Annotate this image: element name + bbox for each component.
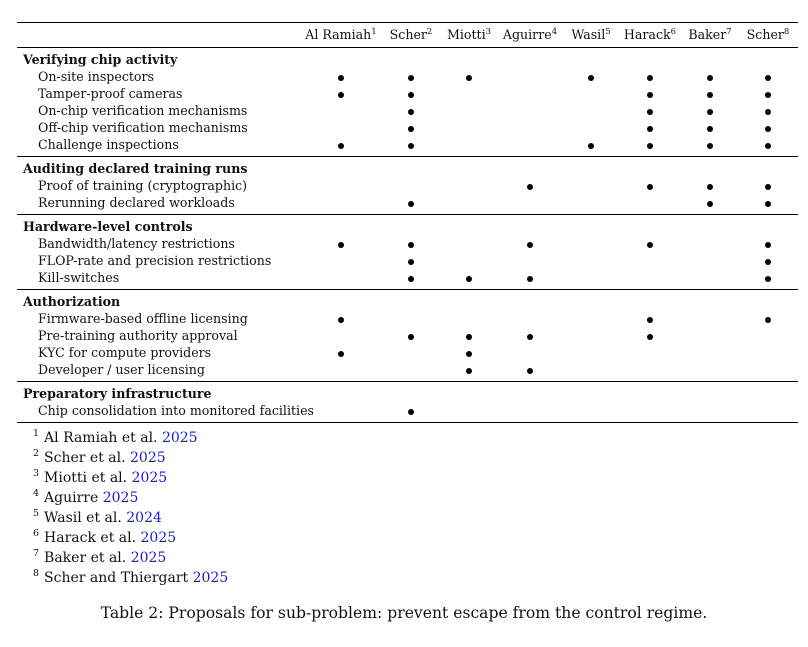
bullet-mark xyxy=(707,143,713,149)
mark-cell xyxy=(682,361,738,382)
footnote xyxy=(33,568,228,588)
footnote xyxy=(33,428,228,448)
mark-cell xyxy=(496,102,564,119)
row-label: Tamper-proof cameras xyxy=(38,86,183,101)
bullet-mark xyxy=(527,184,533,190)
bullet-mark xyxy=(707,92,713,98)
row-label: Bandwidth/latency restrictions xyxy=(38,236,235,251)
bullet-mark xyxy=(338,92,344,98)
bullet-mark xyxy=(466,276,472,282)
mark-cell xyxy=(618,344,682,361)
mark-cell xyxy=(302,119,380,136)
column-header-footnote-ref: 1 xyxy=(371,27,377,37)
bullet-mark xyxy=(408,259,414,265)
mark-cell xyxy=(682,344,738,361)
mark-cell xyxy=(738,310,798,327)
mark-cell xyxy=(738,327,798,344)
mark-cell xyxy=(302,252,380,269)
bullet-mark xyxy=(765,184,771,190)
row-label: KYC for compute providers xyxy=(38,345,212,360)
mark-cell xyxy=(682,194,738,215)
mark-cell xyxy=(302,361,380,382)
bullet-mark xyxy=(408,242,414,248)
table-caption: Table 2: Proposals for sub-problem: prevent escape from the control regime. xyxy=(100,604,708,622)
bullet-mark xyxy=(647,109,653,115)
mark-cell xyxy=(442,194,496,215)
mark-cell xyxy=(682,269,738,290)
mark-cell xyxy=(442,177,496,194)
table-section xyxy=(17,382,798,423)
table-header xyxy=(17,23,798,48)
mark-cell xyxy=(564,361,618,382)
mark-cell xyxy=(618,177,682,194)
mark-cell xyxy=(496,85,564,102)
table-section xyxy=(17,157,798,215)
footnote-year-link[interactable]: 2025 xyxy=(130,450,166,466)
column-header-name: Miotti xyxy=(446,27,486,42)
footnote xyxy=(33,548,228,568)
table-row xyxy=(17,327,798,344)
bullet-mark xyxy=(647,334,653,340)
bullet-mark xyxy=(647,242,653,248)
bullet-mark xyxy=(338,351,344,357)
mark-cell xyxy=(442,252,496,269)
mark-cell xyxy=(496,361,564,382)
table-section xyxy=(17,215,798,290)
table-row xyxy=(17,102,798,119)
mark-cell xyxy=(442,361,496,382)
mark-cell xyxy=(738,136,798,157)
mark-cell xyxy=(442,269,496,290)
bullet-mark xyxy=(466,368,472,374)
bullet-mark xyxy=(527,334,533,340)
mark-cell xyxy=(618,361,682,382)
mark-cell xyxy=(302,269,380,290)
row-label: Firmware-based offline licensing xyxy=(38,311,248,326)
mark-cell xyxy=(496,310,564,327)
mark-cell xyxy=(302,327,380,344)
footnote xyxy=(33,488,228,508)
footnote-number: 6 xyxy=(33,528,40,539)
section-header-row xyxy=(17,215,798,236)
mark-cell xyxy=(442,310,496,327)
mark-cell xyxy=(302,177,380,194)
mark-cell xyxy=(564,136,618,157)
mark-cell xyxy=(564,402,618,423)
bullet-mark xyxy=(338,242,344,248)
bullet-mark xyxy=(408,75,414,81)
header-blank-cell xyxy=(17,23,302,48)
table-row xyxy=(17,402,798,423)
mark-cell xyxy=(738,85,798,102)
mark-cell xyxy=(302,102,380,119)
column-header xyxy=(564,23,618,48)
section-title: Auditing declared training runs xyxy=(23,161,248,176)
bullet-mark xyxy=(707,184,713,190)
mark-cell xyxy=(682,327,738,344)
bullet-mark xyxy=(588,75,594,81)
table-row xyxy=(17,252,798,269)
mark-cell xyxy=(442,136,496,157)
mark-cell xyxy=(380,269,442,290)
table-section xyxy=(17,290,798,382)
mark-cell xyxy=(564,194,618,215)
column-header-footnote-ref: 6 xyxy=(670,27,677,37)
table-row xyxy=(17,68,798,85)
section-header-row xyxy=(17,48,798,69)
mark-cell xyxy=(564,310,618,327)
bullet-mark xyxy=(408,92,414,98)
mark-cell xyxy=(564,269,618,290)
footnote-number: 3 xyxy=(33,468,40,479)
column-header-name: Scher xyxy=(746,27,784,42)
mark-cell xyxy=(682,402,738,423)
column-header xyxy=(496,23,564,48)
mark-cell xyxy=(496,327,564,344)
bullet-mark xyxy=(765,201,771,207)
table-row xyxy=(17,310,798,327)
bullet-mark xyxy=(588,143,594,149)
footnote-text: Harack et al. xyxy=(44,530,141,546)
column-header-name: Harack xyxy=(623,27,671,42)
bullet-mark xyxy=(408,143,414,149)
mark-cell xyxy=(618,310,682,327)
footnote xyxy=(33,448,228,468)
row-label: Proof of training (cryptographic) xyxy=(38,178,248,193)
mark-cell xyxy=(380,402,442,423)
mark-cell xyxy=(302,194,380,215)
bullet-mark xyxy=(338,143,344,149)
bullet-mark xyxy=(765,259,771,265)
mark-cell xyxy=(738,235,798,252)
column-header-name: Wasil xyxy=(571,27,606,42)
row-label: Developer / user licensing xyxy=(38,362,205,377)
bullet-mark xyxy=(765,242,771,248)
table-row xyxy=(17,177,798,194)
column-header xyxy=(302,23,380,48)
footnote-text: Scher et al. xyxy=(44,450,131,466)
column-header-name: Scher xyxy=(389,27,427,42)
bullet-mark xyxy=(765,75,771,81)
section-title: Verifying chip activity xyxy=(23,52,178,67)
bullet-mark xyxy=(647,317,653,323)
footnote-year-link[interactable]: 2025 xyxy=(161,430,198,446)
bullet-mark xyxy=(466,351,472,357)
table-row xyxy=(17,119,798,136)
mark-cell xyxy=(564,235,618,252)
mark-cell xyxy=(380,102,442,119)
footnote-year-link[interactable]: 2025 xyxy=(192,570,229,586)
column-header-footnote-ref: 7 xyxy=(726,27,732,37)
section-header-row xyxy=(17,382,798,403)
mark-cell xyxy=(442,327,496,344)
footnote-text: Aguirre xyxy=(44,490,103,506)
section-title: Hardware-level controls xyxy=(23,219,193,234)
bullet-mark xyxy=(408,109,414,115)
mark-cell xyxy=(380,344,442,361)
footnotes xyxy=(33,428,228,588)
mark-cell xyxy=(564,344,618,361)
mark-cell xyxy=(682,252,738,269)
row-label: On-site inspectors xyxy=(38,69,154,84)
bullet-mark xyxy=(707,109,713,115)
footnote-text: Wasil et al. xyxy=(44,510,127,526)
column-header-name: Aguirre xyxy=(502,27,552,42)
mark-cell xyxy=(618,194,682,215)
mark-cell xyxy=(682,68,738,85)
bullet-mark xyxy=(765,143,771,149)
mark-cell xyxy=(738,402,798,423)
row-label: Kill-switches xyxy=(38,270,120,285)
mark-cell xyxy=(496,402,564,423)
footnote-year-link[interactable]: 2025 xyxy=(131,470,168,486)
bullet-mark xyxy=(527,242,533,248)
mark-cell xyxy=(496,344,564,361)
bullet-mark xyxy=(408,276,414,282)
mark-cell xyxy=(618,119,682,136)
mark-cell xyxy=(738,252,798,269)
mark-cell xyxy=(738,177,798,194)
mark-cell xyxy=(618,136,682,157)
bullet-mark xyxy=(647,126,653,132)
mark-cell xyxy=(380,177,442,194)
mark-cell xyxy=(302,68,380,85)
mark-cell xyxy=(618,68,682,85)
bullet-mark xyxy=(338,75,344,81)
mark-cell xyxy=(442,68,496,85)
bullet-mark xyxy=(466,334,472,340)
bullet-mark xyxy=(338,317,344,323)
row-label: Challenge inspections xyxy=(38,137,179,152)
mark-cell xyxy=(442,235,496,252)
mark-cell xyxy=(442,344,496,361)
mark-cell xyxy=(564,177,618,194)
footnote xyxy=(33,528,228,548)
table-section xyxy=(17,48,798,157)
footnote-year-link[interactable]: 2025 xyxy=(102,490,139,506)
mark-cell xyxy=(618,102,682,119)
mark-cell xyxy=(564,102,618,119)
bullet-mark xyxy=(765,109,771,115)
mark-cell xyxy=(682,177,738,194)
mark-cell xyxy=(618,85,682,102)
mark-cell xyxy=(738,102,798,119)
bullet-mark xyxy=(707,75,713,81)
footnote-year-link[interactable]: 2024 xyxy=(126,510,162,526)
bullet-mark xyxy=(408,201,414,207)
column-header-name: Al Ramiah xyxy=(305,27,372,42)
mark-cell xyxy=(442,402,496,423)
mark-cell xyxy=(496,252,564,269)
column-header-footnote-ref: 5 xyxy=(605,27,611,37)
footnote-year-link[interactable]: 2025 xyxy=(130,550,167,566)
mark-cell xyxy=(496,68,564,85)
bullet-mark xyxy=(647,143,653,149)
bullet-mark xyxy=(408,409,414,415)
mark-cell xyxy=(302,344,380,361)
bullet-mark xyxy=(466,75,472,81)
mark-cell xyxy=(302,85,380,102)
row-label: FLOP-rate and precision restrictions xyxy=(38,253,272,268)
column-header-footnote-ref: 2 xyxy=(426,27,433,37)
mark-cell xyxy=(618,402,682,423)
column-header xyxy=(682,23,738,48)
mark-cell xyxy=(496,177,564,194)
column-header-name: Baker xyxy=(688,27,727,42)
mark-cell xyxy=(380,235,442,252)
footnote-text: Al Ramiah et al. xyxy=(44,430,162,446)
mark-cell xyxy=(738,344,798,361)
mark-cell xyxy=(380,194,442,215)
footnote-text: Scher and Thiergart xyxy=(44,570,193,586)
mark-cell xyxy=(496,136,564,157)
bullet-mark xyxy=(647,75,653,81)
row-label: Pre-training authority approval xyxy=(38,328,238,343)
mark-cell xyxy=(380,119,442,136)
proposals-table xyxy=(17,22,798,423)
mark-cell xyxy=(380,136,442,157)
mark-cell xyxy=(496,194,564,215)
section-title: Preparatory infrastructure xyxy=(23,386,212,401)
mark-cell xyxy=(564,85,618,102)
column-header-footnote-ref: 4 xyxy=(551,27,558,37)
mark-cell xyxy=(618,269,682,290)
table-row xyxy=(17,269,798,290)
mark-cell xyxy=(442,85,496,102)
mark-cell xyxy=(380,327,442,344)
table-row xyxy=(17,194,798,215)
footnote-year-link[interactable]: 2025 xyxy=(140,530,177,546)
mark-cell xyxy=(682,136,738,157)
mark-cell xyxy=(738,119,798,136)
footnote-number: 8 xyxy=(33,568,40,579)
column-header xyxy=(738,23,798,48)
footnote-number: 1 xyxy=(33,428,40,439)
mark-cell xyxy=(496,269,564,290)
mark-cell xyxy=(682,310,738,327)
row-label: On-chip verification mechanisms xyxy=(38,103,248,118)
mark-cell xyxy=(682,235,738,252)
mark-cell xyxy=(302,310,380,327)
bullet-mark xyxy=(408,334,414,340)
mark-cell xyxy=(618,235,682,252)
footnote xyxy=(33,508,228,528)
mark-cell xyxy=(738,269,798,290)
bullet-mark xyxy=(765,92,771,98)
section-title: Authorization xyxy=(23,294,121,309)
section-header-row xyxy=(17,157,798,178)
column-header xyxy=(380,23,442,48)
footnote-number: 7 xyxy=(33,548,40,559)
mark-cell xyxy=(738,68,798,85)
row-label: Rerunning declared workloads xyxy=(38,195,235,210)
mark-cell xyxy=(738,361,798,382)
bullet-mark xyxy=(647,184,653,190)
bullet-mark xyxy=(765,126,771,132)
bullet-mark xyxy=(707,201,713,207)
footnote-text: Baker et al. xyxy=(44,550,131,566)
footnote xyxy=(33,468,228,488)
column-header xyxy=(442,23,496,48)
footnote-text: Miotti et al. xyxy=(44,470,132,486)
footnote-number: 5 xyxy=(33,508,40,519)
bullet-mark xyxy=(527,276,533,282)
mark-cell xyxy=(682,102,738,119)
row-label: Chip consolidation into monitored facilities xyxy=(38,403,314,418)
bullet-mark xyxy=(707,126,713,132)
mark-cell xyxy=(564,68,618,85)
table-row xyxy=(17,361,798,382)
row-label: Off-chip verification mechanisms xyxy=(38,120,248,135)
table-row xyxy=(17,136,798,157)
column-header-footnote-ref: 8 xyxy=(783,27,790,37)
mark-cell xyxy=(380,361,442,382)
footnote-number: 4 xyxy=(33,488,40,499)
mark-cell xyxy=(442,102,496,119)
section-header-row xyxy=(17,290,798,311)
mark-cell xyxy=(564,252,618,269)
bullet-mark xyxy=(765,317,771,323)
bullet-mark xyxy=(647,92,653,98)
bullet-mark xyxy=(765,276,771,282)
mark-cell xyxy=(496,235,564,252)
mark-cell xyxy=(496,119,564,136)
mark-cell xyxy=(618,327,682,344)
table-row xyxy=(17,235,798,252)
mark-cell xyxy=(380,85,442,102)
mark-cell xyxy=(564,327,618,344)
mark-cell xyxy=(302,235,380,252)
bullet-mark xyxy=(527,368,533,374)
table-row xyxy=(17,85,798,102)
mark-cell xyxy=(380,68,442,85)
mark-cell xyxy=(442,119,496,136)
mark-cell xyxy=(380,252,442,269)
mark-cell xyxy=(682,85,738,102)
bullet-mark xyxy=(408,126,414,132)
table-row xyxy=(17,344,798,361)
mark-cell xyxy=(738,194,798,215)
mark-cell xyxy=(564,119,618,136)
column-header xyxy=(618,23,682,48)
mark-cell xyxy=(302,136,380,157)
mark-cell xyxy=(380,310,442,327)
mark-cell xyxy=(682,119,738,136)
mark-cell xyxy=(618,252,682,269)
column-header-footnote-ref: 3 xyxy=(485,27,492,37)
footnote-number: 2 xyxy=(33,448,40,459)
